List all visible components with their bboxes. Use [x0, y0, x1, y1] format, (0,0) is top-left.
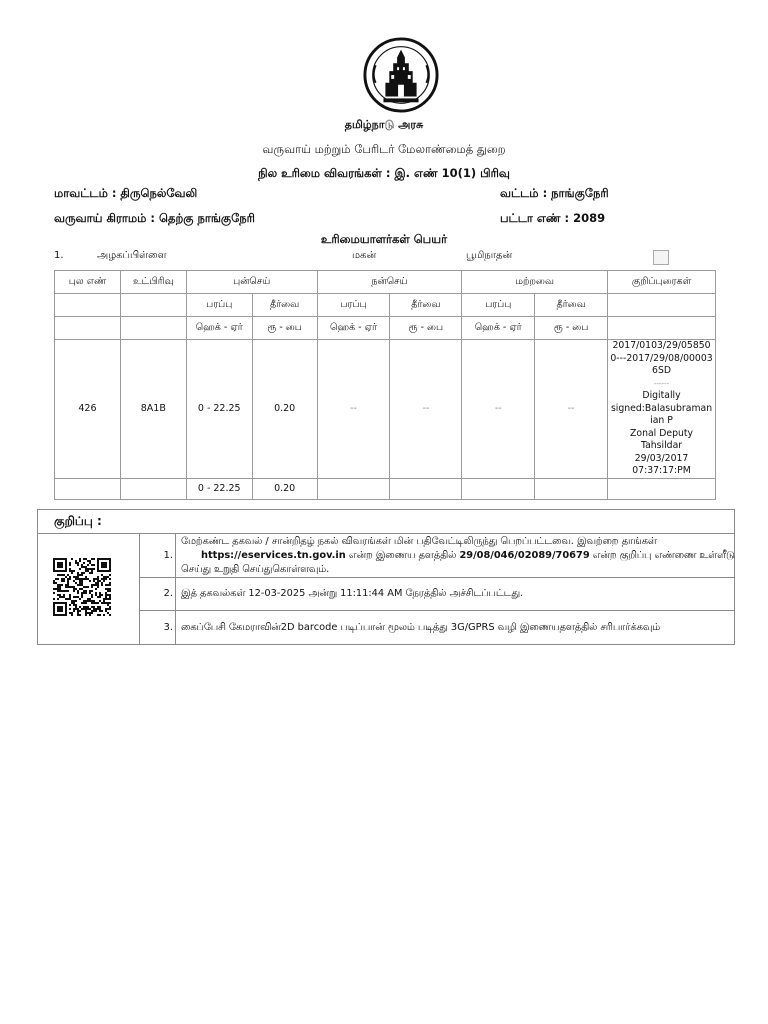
empty-cell — [120, 294, 186, 317]
broken-image-icon — [653, 250, 669, 265]
empty-cell — [55, 478, 121, 499]
remark-role: Zonal Deputy Tahsildar — [630, 427, 694, 451]
qr-code-icon — [53, 558, 111, 616]
header-others: மற்றவை — [462, 271, 608, 294]
taluk: வட்டம் : நாங்குநேரி — [500, 186, 609, 200]
subheader-area: பரப்பு — [186, 294, 252, 317]
patta-number: பட்டா எண் : 2089 — [500, 211, 606, 225]
remark-signed: Digitally signed:Balasubramanian P — [610, 390, 713, 426]
unit-area: ஹெக் - ஏர் — [462, 317, 535, 340]
survey-number: 426 — [55, 340, 121, 479]
empty-cell — [55, 294, 121, 317]
subheader-area: பரப்பு — [317, 294, 390, 317]
header-remarks: குறிப்புரைகள் — [608, 271, 716, 294]
subheader-tax: தீர்வை — [535, 294, 608, 317]
remark-date: 29/03/2017 — [634, 452, 689, 464]
unit-tax: ரூ - பை — [535, 317, 608, 340]
note-1-line1: மேற்கண்ட தகவல் / சான்றிதழ் நகல் விவரங்கள் மின் பதிவேட்டிலிருந்து பெறப்பட்டவை. இவற்றை தாங்கள் — [181, 536, 657, 547]
empty-cell — [535, 478, 608, 499]
punsei-area: 0 - 22.25 — [186, 340, 252, 479]
note-2-text: இத் தகவல்கள் 12-03-2025 அன்று 11:11:44 AM நேரத்தில் அச்சிடப்பட்டது. — [181, 588, 524, 599]
notes-title: குறிப்பு : — [38, 510, 734, 534]
empty-cell — [120, 478, 186, 499]
remark-time: 07:37:17:PM — [632, 465, 691, 476]
reference-number: 29/08/046/02089/70679 — [459, 550, 590, 561]
header-survey: புல எண் — [55, 271, 121, 294]
empty-cell — [608, 294, 716, 317]
header-subdivision: உட்பிரிவு — [120, 271, 186, 294]
subdivision: 8A1B — [120, 340, 186, 479]
tamil-nadu-emblem — [362, 36, 440, 114]
record-title: நில உரிமை விவரங்கள் : இ. எண் 10(1) பிரிவு — [258, 166, 510, 180]
village: வருவாய் கிராமம் : தெற்கு நாங்குநேரி — [54, 211, 255, 225]
note-number: 3. — [139, 611, 176, 644]
empty-cell — [120, 317, 186, 340]
others-tax: -- — [535, 340, 608, 479]
unit-tax: ரூ - பை — [390, 317, 462, 340]
remarks-cell — [608, 340, 716, 479]
land-table — [54, 270, 716, 500]
note-item-3 — [139, 611, 734, 644]
note-1-tail: என்ற குறிப்பு எண்ணை உள்ளீடு — [589, 550, 735, 561]
unit-tax: ரூ - பை — [252, 317, 317, 340]
note-1-mid: என்ற இணைய தளத்தில் — [345, 550, 460, 561]
note-item-1 — [139, 534, 734, 578]
subheader-tax: தீர்வை — [252, 294, 317, 317]
qr-cell — [38, 534, 140, 644]
remark-divider: ------ — [653, 379, 670, 388]
header-punsei: புன்செய் — [186, 271, 317, 294]
owners-title: உரிமையாளர்கள் பெயர் — [320, 232, 448, 246]
total-punsei-tax: 0.20 — [252, 478, 317, 499]
empty-cell — [608, 317, 716, 340]
unit-area: ஹெக் - ஏர் — [186, 317, 252, 340]
empty-cell — [317, 478, 390, 499]
nansei-area: -- — [317, 340, 390, 479]
government-name: தமிழ்நாடு அரசு — [344, 118, 424, 131]
owner-index: 1. — [54, 250, 64, 261]
department-name: வருவாய் மற்றும் பேரிடர் மேலாண்மைத் துறை — [262, 142, 506, 156]
note-number: 2. — [139, 577, 176, 610]
notes-box — [37, 509, 735, 645]
empty-cell — [390, 478, 462, 499]
unit-area: ஹெக் - ஏர் — [317, 317, 390, 340]
others-area: -- — [462, 340, 535, 479]
owner-relative: பூமிநாதன் — [466, 250, 513, 261]
subheader-area: பரப்பு — [462, 294, 535, 317]
nansei-tax: -- — [390, 340, 462, 479]
note-1-line3: செய்து உறுதி செய்துகொள்ளவும். — [181, 564, 330, 575]
eservices-link[interactable]: https://eservices.tn.gov.in — [201, 550, 346, 561]
empty-cell — [608, 478, 716, 499]
remark-reference: 2017/0103/29/058500-‑-2017/29/08/000036SD — [610, 340, 713, 376]
owner-name: அழகப்பிள்ளை — [97, 250, 167, 261]
punsei-tax: 0.20 — [252, 340, 317, 479]
header-nansei: நன்செய் — [317, 271, 462, 294]
total-punsei-area: 0 - 22.25 — [186, 478, 252, 499]
district: மாவட்டம் : திருநெல்வேலி — [54, 186, 198, 200]
subheader-tax: தீர்வை — [390, 294, 462, 317]
empty-cell — [462, 478, 535, 499]
note-item-2 — [139, 577, 734, 611]
empty-cell — [55, 317, 121, 340]
table-row — [55, 340, 716, 479]
owner-relation: மகன் — [352, 250, 377, 261]
note-3-text: கைப்பேசி கேமராவின்2D barcode படிப்பான் மூலம் படித்து 3G/GPRS வழி இணையதளத்தில் சரிபார்க்கவும் — [181, 622, 661, 633]
note-number: 1. — [139, 534, 176, 577]
